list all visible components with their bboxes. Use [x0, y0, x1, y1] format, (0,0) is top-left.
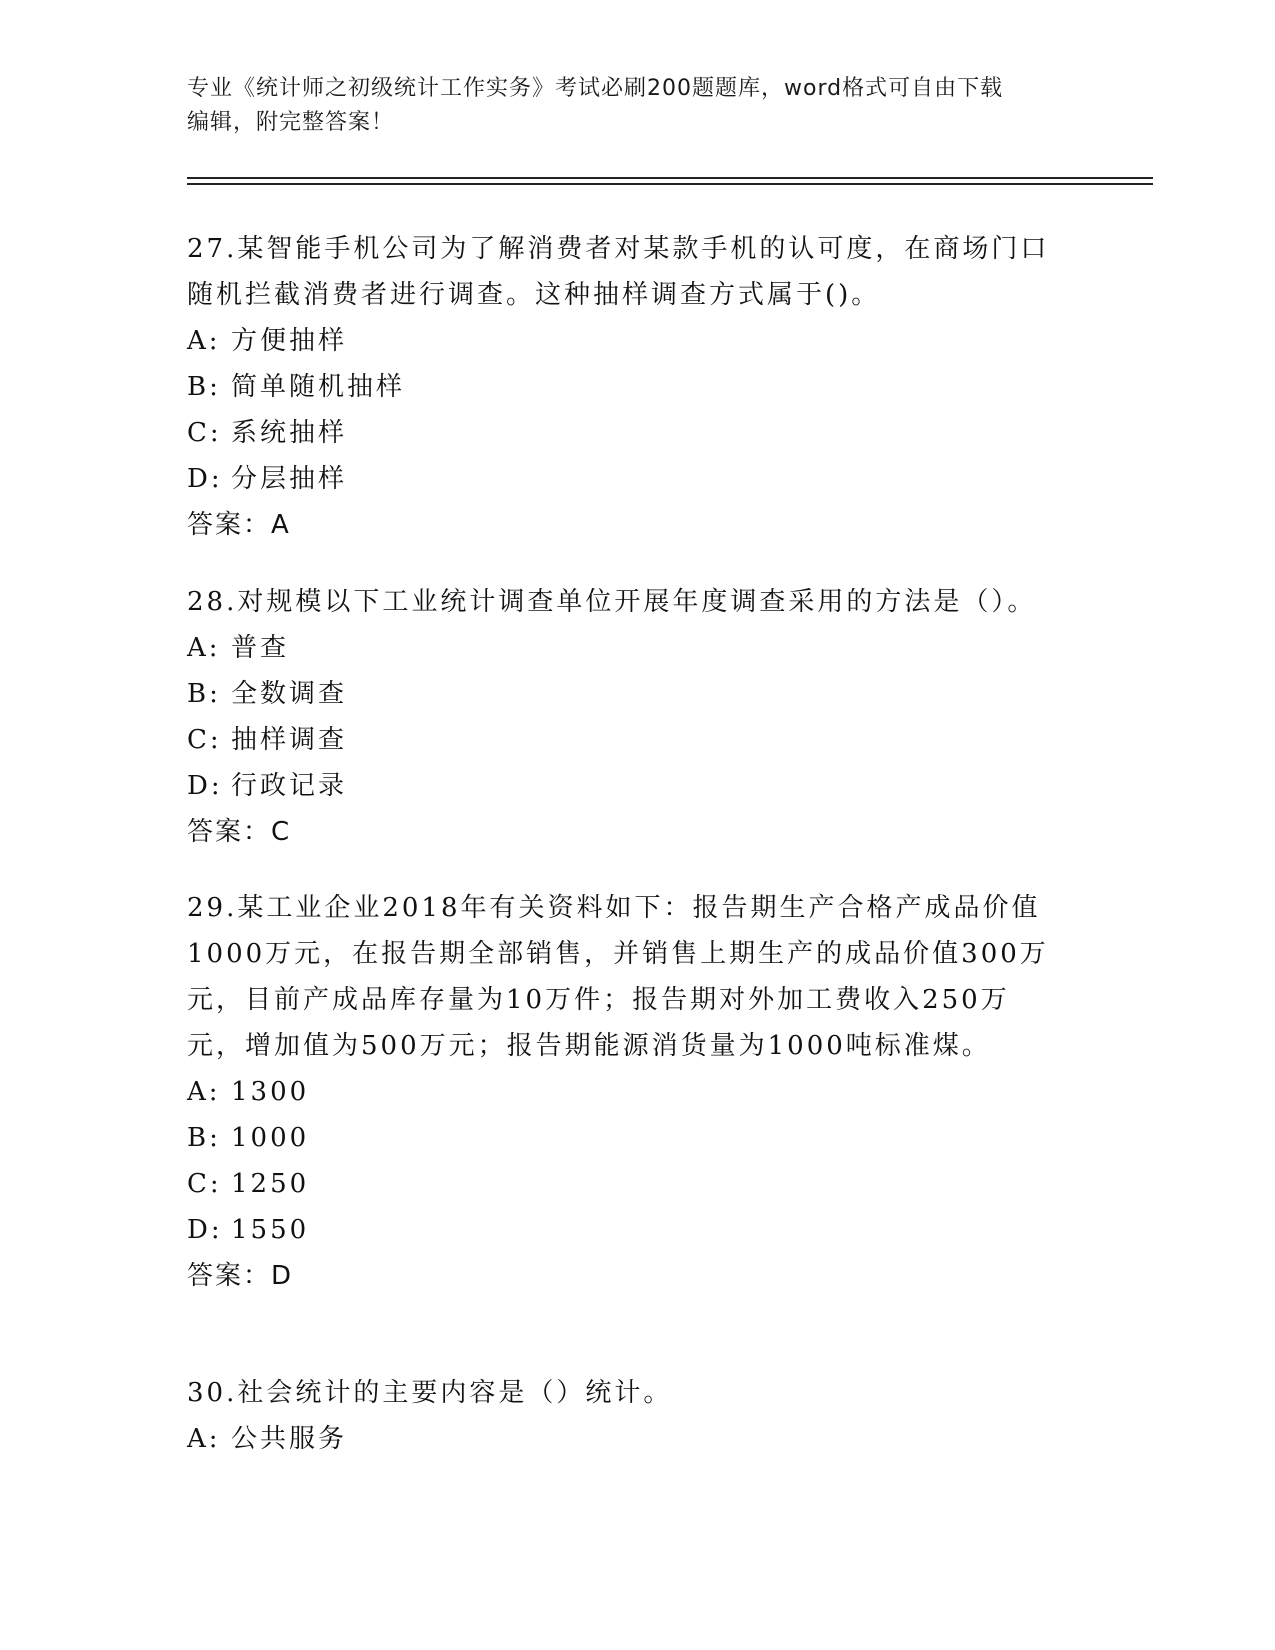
question-30 — [187, 1370, 1067, 1462]
option-text: 行政记录 — [231, 771, 348, 801]
option-text: 全数调查 — [231, 679, 348, 709]
question-27 — [187, 226, 1067, 548]
option-text: 简单随机抽样 — [231, 372, 406, 402]
option-a — [187, 625, 1067, 671]
option-a — [187, 1416, 1067, 1462]
option-text: 公共服务 — [231, 1424, 348, 1454]
option-key: D: — [187, 771, 223, 801]
option-text: 普查 — [231, 633, 290, 663]
option-a — [187, 1069, 1067, 1115]
question-stem: 27.某智能手机公司为了解消费者对某款手机的认可度，在商场门口随机拦截消费者进行调查。这种抽样调查方式属于()。 — [187, 234, 1050, 310]
option-c — [187, 1161, 1067, 1207]
option-text: 抽样调查 — [231, 725, 348, 755]
option-text: 1550 — [231, 1215, 310, 1245]
header-divider-bottom — [187, 183, 1153, 185]
option-text: 方便抽样 — [231, 326, 348, 356]
option-text: 分层抽样 — [231, 464, 348, 494]
option-key: A: — [187, 326, 221, 356]
answer-line: 答案：C — [187, 817, 292, 847]
header-divider-top — [187, 177, 1153, 179]
document-header — [187, 72, 1067, 140]
option-key: A: — [187, 633, 221, 663]
option-key: A: — [187, 1424, 221, 1454]
option-key: D: — [187, 464, 223, 494]
option-d — [187, 456, 1067, 502]
option-c — [187, 717, 1067, 763]
question-28 — [187, 579, 1067, 855]
option-key: C: — [187, 1169, 222, 1199]
option-key: B: — [187, 372, 221, 402]
option-b — [187, 364, 1067, 410]
option-text: 1300 — [231, 1077, 310, 1107]
question-stem: 30.社会统计的主要内容是（）统计。 — [187, 1378, 673, 1408]
option-d — [187, 763, 1067, 809]
option-text: 系统抽样 — [231, 418, 348, 448]
option-key: A: — [187, 1077, 221, 1107]
option-c — [187, 410, 1067, 456]
option-b — [187, 1115, 1067, 1161]
option-key: B: — [187, 1123, 221, 1153]
option-text: 1000 — [231, 1123, 310, 1153]
question-29 — [187, 885, 1067, 1299]
option-key: C: — [187, 725, 222, 755]
header-line-2: 编辑，附完整答案！ — [187, 110, 395, 135]
option-key: B: — [187, 679, 221, 709]
question-stem: 29.某工业企业2018年有关资料如下：报告期生产合格产成品价值1000万元，在报告期全部销售，并销售上期生产的成品价值300万元，目前产成品库存量为10万件；报告期对外加工费收入250万元，增加值为500万元；报告期能源消货量为1000吨标准煤。 — [187, 893, 1049, 1061]
option-d — [187, 1207, 1067, 1253]
answer-line: 答案：D — [187, 1261, 294, 1291]
option-key: D: — [187, 1215, 223, 1245]
answer-line: 答案：A — [187, 510, 291, 540]
option-text: 1250 — [231, 1169, 310, 1199]
header-line-1: 专业《统计师之初级统计工作实务》考试必刷200题题库，word格式可自由下载 — [187, 76, 1004, 101]
option-key: C: — [187, 418, 222, 448]
option-a — [187, 318, 1067, 364]
option-b — [187, 671, 1067, 717]
question-stem: 28.对规模以下工业统计调查单位开展年度调查采用的方法是（）。 — [187, 587, 1037, 617]
